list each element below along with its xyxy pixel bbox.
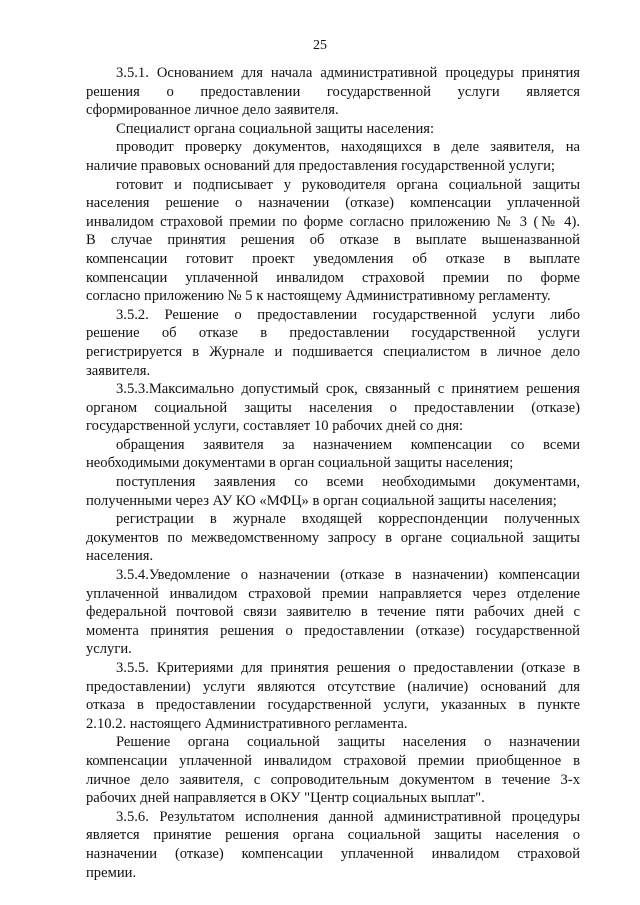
text-line: поступления заявления со всеми необходимыми документами,: [116, 474, 580, 491]
text-line: услуги.: [86, 641, 132, 658]
text-line: сформированное личное дело заявителя.: [86, 102, 339, 119]
document-body: [86, 64, 580, 882]
text-line: решения о предоставлении государственной услуги является: [86, 83, 580, 100]
text-line: наличие правовых оснований для предоставления государственной услуги;: [86, 157, 555, 174]
paragraph-specialist: [86, 120, 580, 139]
text-line: 3.5.5. Критериями для принятия решения о предоставлении (отказе в: [116, 660, 580, 676]
text-line: 3.5.3.Максимально допустимый срок, связанный с принятием решения: [116, 381, 580, 398]
text-line: компенсации уплаченной инвалидом страховой премии приобщенное в: [86, 752, 580, 769]
text-line: полученными через АУ КО «МФЦ» в орган социальной защиты населения;: [86, 492, 557, 509]
paragraph-registration: [86, 510, 580, 566]
text-line: личное дело заявителя, с сопроводительным документом в течение 3-х: [86, 771, 580, 788]
text-line: 2.10.2. настоящего Административного регламента.: [86, 715, 408, 732]
paragraph-receipt: [86, 473, 580, 510]
text-line: 3.5.2. Решение о предоставлении государственной услуги либо: [116, 306, 580, 323]
text-line: В случае принятия решения об отказе в выплате вышеназванной: [86, 232, 580, 249]
text-line: государственной услуги, составляет 10 рабочих дней со дня:: [86, 418, 463, 435]
paragraph-check: [86, 138, 580, 175]
text-line: органом социальной защиты населения о предоставлении (отказе): [86, 399, 580, 416]
text-line: регистрируется в Журнале и подшивается специалистом в личное дело: [86, 343, 580, 360]
text-line: регистрации в журнале входящей корреспонденции полученных: [116, 511, 580, 528]
text-line: готовит и подписывает у руководителя органа социальной защиты: [116, 176, 580, 193]
text-line: 3.5.1. Основанием для начала административной процедуры принятия: [116, 65, 580, 81]
text-line: компенсации уплаченной инвалидом страховой премии по форме: [86, 269, 580, 286]
text-line: предоставлении) услуги являются отсутствие (наличие) оснований для: [86, 678, 580, 695]
text-line: момента принятия решения о предоставлении (отказе) государственной: [86, 622, 580, 639]
text-line: необходимыми документами в орган социальной защиты населения;: [86, 455, 514, 472]
paragraph-3-5-3: [86, 380, 580, 436]
text-line: обращения заявителя за назначением компенсации со всеми: [116, 436, 580, 453]
text-line: Решение органа социальной защиты населения о назначении: [116, 734, 580, 751]
paragraph-3-5-2: [86, 306, 580, 380]
text-line: назначении (отказе) компенсации уплаченной инвалидом страховой: [86, 845, 580, 862]
text-line: населения.: [86, 548, 154, 565]
paragraph-prepare: [86, 176, 580, 306]
text-line: 3.5.6. Результатом исполнения данной административной процедуры: [116, 808, 580, 825]
text-line: проводит проверку документов, находящихся в деле заявителя, на: [116, 139, 580, 156]
text-line: 3.5.4.Уведомление о назначении (отказе в назначении) компенсации: [116, 567, 580, 584]
text-line: уплаченной инвалидом страховой премии направляется через отделение: [86, 585, 580, 602]
paragraph-decision: [86, 733, 580, 807]
text-line: решение об отказе в предоставлении государственной услуги: [86, 325, 580, 342]
text-line: документов по межведомственному запросу в органе социальной защиты: [86, 529, 580, 546]
paragraph-3-5-6: [86, 808, 580, 882]
text-line: Специалист органа социальной защиты населения:: [116, 120, 435, 137]
paragraph-3-5-5: [86, 659, 580, 733]
text-line: инвалидом страховой премии по форме согласно приложению № 3 (№ 4).: [86, 213, 580, 230]
text-line: премии.: [86, 864, 137, 881]
paragraph-3-5-1: [86, 64, 580, 120]
text-line: федеральной почтовой связи заявителю в течение пяти рабочих дней с: [86, 604, 580, 621]
page-number: 25: [313, 38, 327, 53]
text-line: согласно приложению № 5 к настоящему Административному регламенту.: [86, 288, 551, 305]
text-line: рабочих дней направляется в ОКУ "Центр социальных выплат".: [86, 790, 485, 807]
text-line: отказа в предоставлении государственной услуги, указанных в пункте: [86, 697, 580, 714]
text-line: является принятие решения органа социальной защиты населения о: [86, 827, 580, 844]
text-line: заявителя.: [86, 362, 151, 379]
text-line: компенсации готовит проект уведомления об отказе в выплате: [86, 250, 580, 267]
paragraph-3-5-4: [86, 566, 580, 659]
paragraph-appeal: [86, 436, 580, 473]
text-line: населения решение о назначении (отказе) компенсации уплаченной: [86, 195, 580, 212]
